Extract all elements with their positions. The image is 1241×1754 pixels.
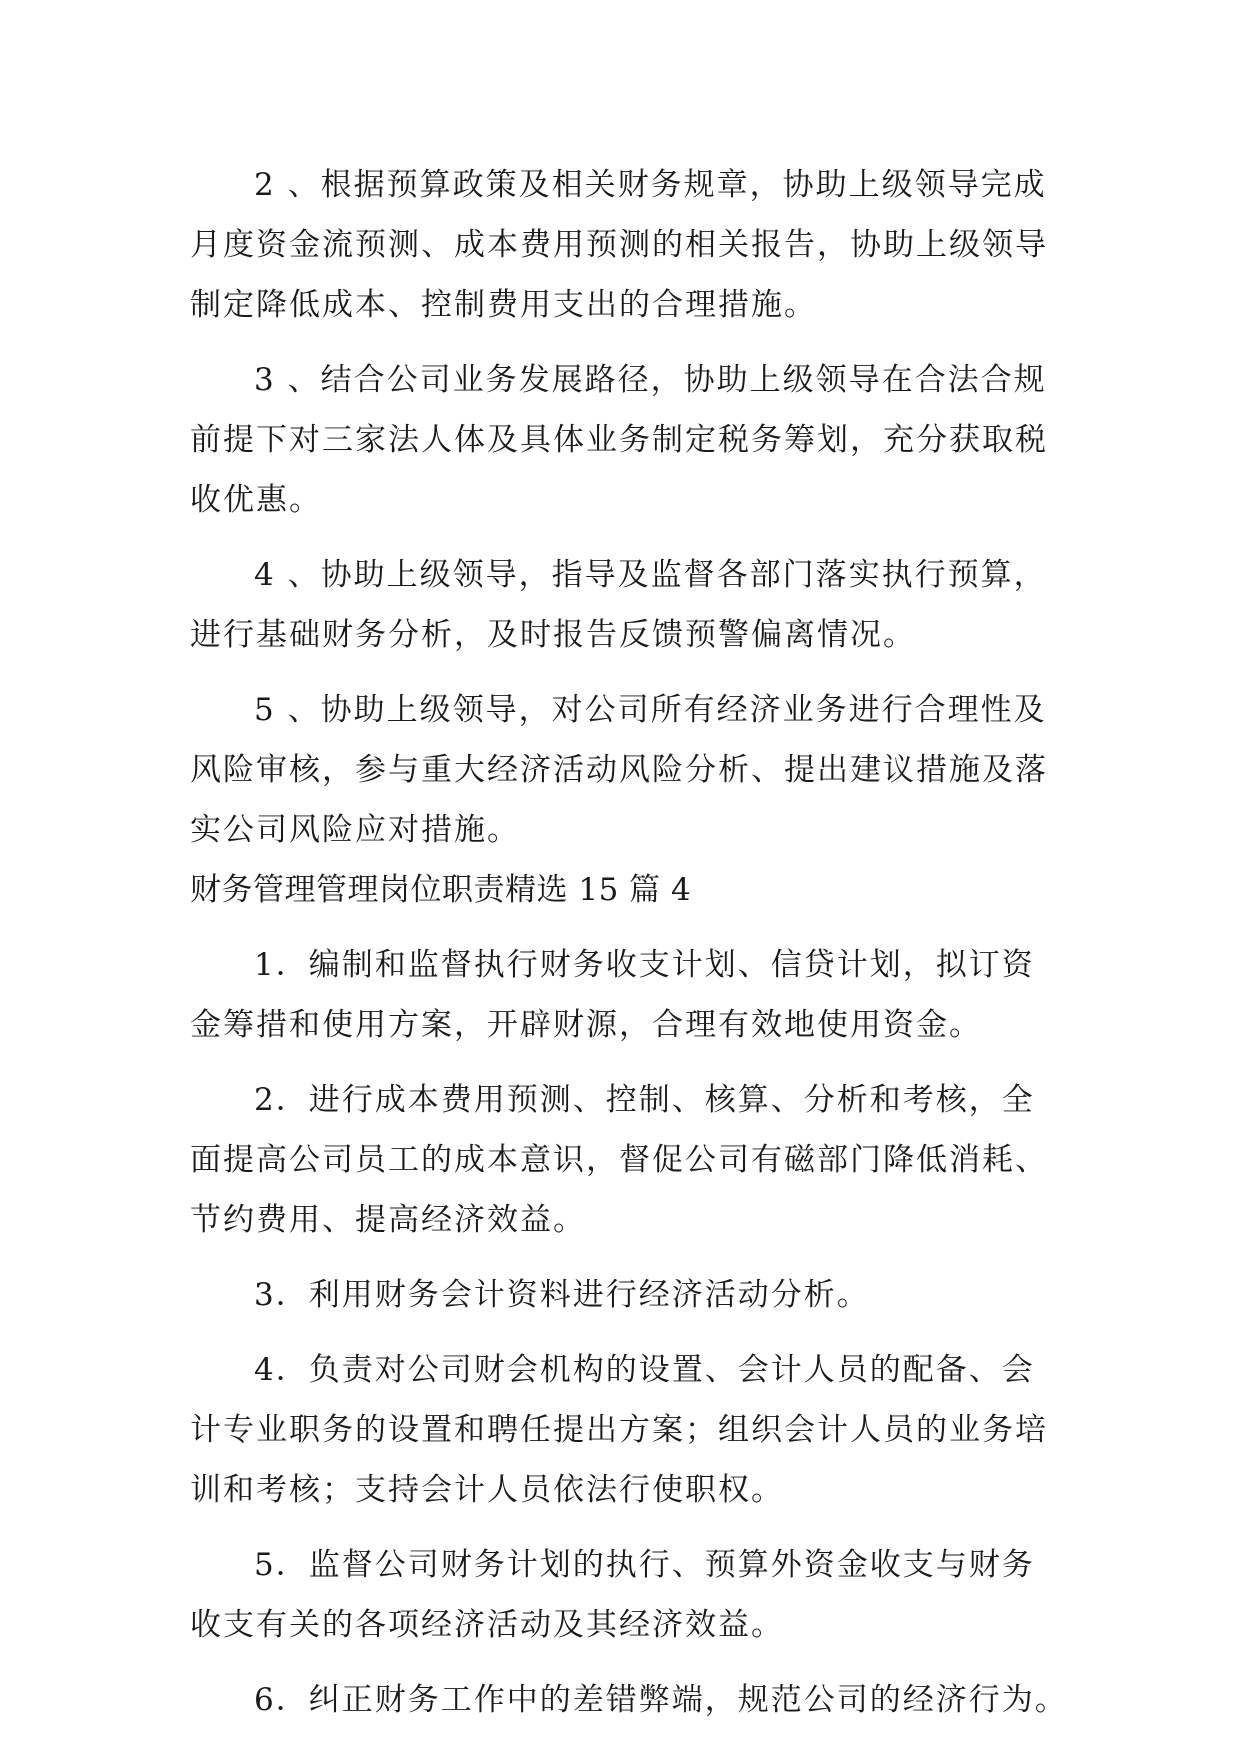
section-heading: 财务管理管理岗位职责精选 15 篇 4: [190, 872, 692, 908]
item-5-line-2: 收支有关的各项经济活动及其经济效益。: [190, 1607, 784, 1643]
paragraph-5-line-1: 5 、协助上级领导，对公司所有经济业务进行合理性及: [254, 692, 1047, 728]
item-2-line-1: 2．进行成本费用预测、控制、核算、分析和考核，全: [254, 1082, 1035, 1118]
paragraph-3-line-3: 收优惠。: [190, 482, 322, 518]
item-6-line-1: 6．纠正财务工作中的差错弊端，规范公司的经济行为。: [254, 1682, 1068, 1718]
paragraph-2-line-2: 月度资金流预测、成本费用预测的相关报告，协助上级领导: [190, 227, 1048, 263]
paragraph-3-line-1: 3 、结合公司业务发展路径，协助上级领导在合法合规: [254, 362, 1047, 398]
paragraph-4-line-2: 进行基础财务分析，及时报告反馈预警偏离情况。: [190, 617, 916, 653]
item-3-line-1: 3．利用财务会计资料进行经济活动分析。: [254, 1277, 870, 1313]
item-4-line-2: 计专业职务的设置和聘任提出方案；组织会计人员的业务培: [190, 1412, 1048, 1448]
item-1-line-2: 金筹措和使用方案，开辟财源，合理有效地使用资金。: [190, 1007, 982, 1043]
item-4-line-1: 4．负责对公司财会机构的设置、会计人员的配备、会: [254, 1352, 1035, 1388]
item-2-line-2: 面提高公司员工的成本意识，督促公司有磁部门降低消耗、: [190, 1142, 1048, 1178]
paragraph-2-line-3: 制定降低成本、控制费用支出的合理措施。: [190, 287, 817, 323]
item-2-line-3: 节约费用、提高经济效益。: [190, 1202, 586, 1238]
item-5-line-1: 5．监督公司财务计划的执行、预算外资金收支与财务: [254, 1547, 1035, 1583]
paragraph-3-line-2: 前提下对三家法人体及具体业务制定税务筹划，充分获取税: [190, 422, 1048, 458]
paragraph-4-line-1: 4 、协助上级领导，指导及监督各部门落实执行预算，: [254, 557, 1047, 593]
document-body: [190, 155, 1070, 1730]
item-1-line-1: 1．编制和监督执行财务收支计划、信贷计划，拟订资: [254, 947, 1035, 983]
paragraph-5-line-3: 实公司风险应对措施。: [190, 812, 520, 848]
item-4-line-3: 训和考核；支持会计人员依法行使职权。: [190, 1472, 784, 1508]
paragraph-2-line-1: 2 、根据预算政策及相关财务规章，协助上级领导完成: [254, 167, 1047, 203]
paragraph-5-line-2: 风险审核，参与重大经济活动风险分析、提出建议措施及落: [190, 752, 1048, 788]
